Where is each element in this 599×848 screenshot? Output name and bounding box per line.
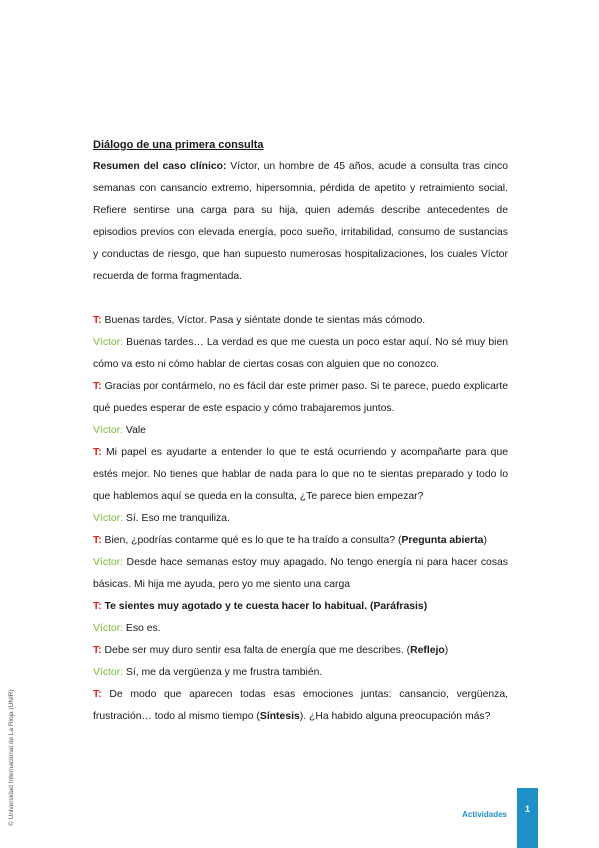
speaker-label: T: xyxy=(93,689,102,700)
copyright-notice: © Universidad Internacional de La Rioja (UNIR) xyxy=(8,689,15,826)
technique-label: Pregunta abierta xyxy=(401,535,484,546)
dialogue-line xyxy=(93,332,508,376)
speaker-label: Víctor: xyxy=(93,557,124,568)
dialogue-line xyxy=(93,662,508,684)
dialogue-text: Buenas tardes… La verdad es que me cuesta un poco estar aquí. No sé muy bien cómo va esto ni cómo hablar de ciertas cosas con alguien que no conozco. xyxy=(93,337,508,370)
section-label: Actividades xyxy=(462,810,507,819)
dialogue-text: Vale xyxy=(123,425,146,436)
dialogue-text: Mi papel es ayudarte a entender lo que te está ocurriendo y acompañarte para que estés mejor. No tienes que hablar de nada para lo que no te sientas preparado y todo lo que hablemos aquí se queda en la consulta, ¿Te parece bien empezar? xyxy=(93,447,508,502)
dialogue-line xyxy=(93,310,508,332)
dialogue-text: Debe ser muy duro sentir esa falta de energía que me describes. ( xyxy=(101,645,411,656)
page-number-tab xyxy=(517,788,538,848)
dialogue-text-end: ) xyxy=(483,535,487,546)
speaker-label: Víctor: xyxy=(93,337,124,348)
dialogue-line xyxy=(93,596,508,618)
dialogue-line xyxy=(93,376,508,420)
dialogue-text-end: ) xyxy=(444,645,449,656)
speaker-label: T: xyxy=(93,601,102,612)
dialogue-text: Eso es. xyxy=(123,623,161,634)
dialogue-line xyxy=(93,442,508,508)
dialogue-text: Buenas tardes, Víctor. Pasa y siéntate donde te sientas más cómodo. xyxy=(101,315,426,326)
dialogue-text-end: ). ¿Ha habido alguna preocupación más? xyxy=(299,711,491,722)
case-summary xyxy=(93,156,508,288)
technique-label: Reflejo xyxy=(410,645,445,656)
dialogue-line xyxy=(93,684,508,728)
dialogue-line xyxy=(93,618,508,640)
speaker-label: T: xyxy=(93,535,102,546)
dialogue-line xyxy=(93,552,508,596)
speaker-label: Víctor: xyxy=(93,623,124,634)
dialogue-text-end: ) xyxy=(423,601,428,612)
dialogue-text: Sí. Eso me tranquiliza. xyxy=(123,513,230,524)
dialogue-text: Sí, me da vergüenza y me frustra también. xyxy=(123,667,323,678)
dialogue-text: Te sientes muy agotado y te cuesta hacer lo habitual. ( xyxy=(101,601,374,612)
document-title: Diálogo de una primera consulta xyxy=(93,139,264,151)
speaker-label: Víctor: xyxy=(93,425,124,436)
dialogue-text: Bien, ¿podrías contarme qué es lo que te ha traído a consulta? ( xyxy=(101,535,402,546)
summary-text: Víctor, un hombre de 45 años, acude a consulta tras cinco semanas con cansancio extremo, hipersomnia, pérdida de apetito y retraimiento social. Refiere sentirse una carga para su hija, quien además describe antecedentes de episodios previos con elevada energía, poco sueño, irritabilidad, consumo de sustancias y conductas de riesgo, que han supuesto numerosas hospitalizaciones, los cuales Víctor recuerda de forma fragmentada. xyxy=(93,161,508,282)
document-body xyxy=(93,134,508,728)
summary-label: Resumen del caso clínico: xyxy=(93,161,227,172)
speaker-label: T: xyxy=(93,315,102,326)
dialogue-text: Desde hace semanas estoy muy apagado. No tengo energía ni para hacer cosas básicas. Mi hija me ayuda, pero yo me siento una carga xyxy=(93,557,508,590)
speaker-label: T: xyxy=(93,381,102,392)
dialogue-line xyxy=(93,420,508,442)
technique-label: Síntesis xyxy=(259,711,300,722)
speaker-label: T: xyxy=(93,447,102,458)
dialogue-line xyxy=(93,508,508,530)
dialogue-text: De modo que aparecen todas esas emociones juntas: cansancio, vergüenza, frustración… todo al mismo tiempo ( xyxy=(93,689,508,722)
speaker-label: Víctor: xyxy=(93,667,124,678)
dialogue-text: Gracias por contármelo, no es fácil dar este primer paso. Si te parece, puedo explicarte qué puedes esperar de este espacio y cómo trabajaremos juntos. xyxy=(93,381,508,414)
speaker-label: T: xyxy=(93,645,102,656)
dialogue-line xyxy=(93,640,508,662)
technique-label: Paráfrasis xyxy=(373,601,424,612)
dialogue-line xyxy=(93,530,508,552)
speaker-label: Víctor: xyxy=(93,513,124,524)
page-number: 1 xyxy=(524,804,530,814)
